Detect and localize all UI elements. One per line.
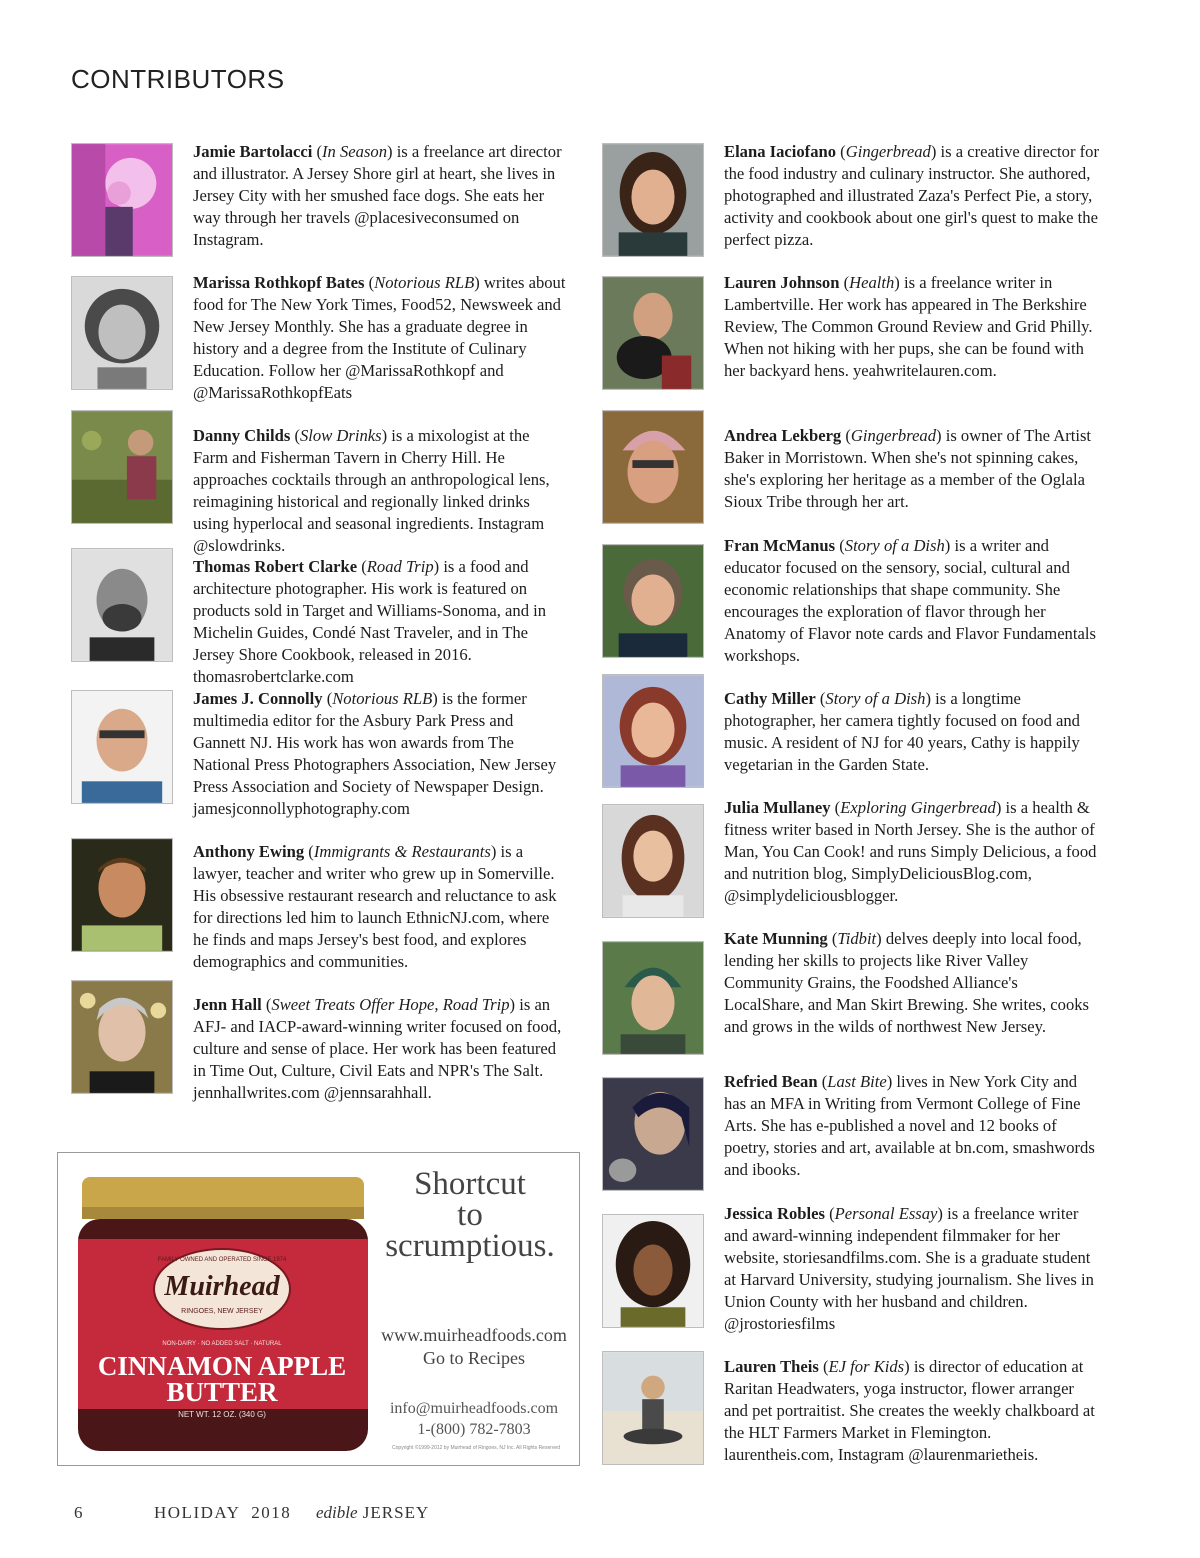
contributor-bio: is a health & fitness writer based in North Jersey. She is the author of Man, You Can Cook! and runs Simply Delicious, a food and nutrition blog, SimplyDeliciousBlog.com, @simplydeliciousblogger. xyxy=(724,798,1097,905)
ad-recipes-link[interactable]: Go to Recipes xyxy=(423,1348,525,1368)
contributor-name: Fran McManus xyxy=(724,536,836,555)
bio-lauren-johnson: Lauren Johnson (Health) is a freelance writer in Lambertville. Her work has appeared in The Berkshire Review, The Common Ground Review and Grid Philly. When not hiking with her pups, she can be found with her backyard hens. yeahwritelauren.com. xyxy=(724,273,1093,380)
photo-anthony-ewing xyxy=(71,838,173,952)
photo-jessica-robles xyxy=(602,1214,704,1328)
bio-andrea-lekberg: Andrea Lekberg (Gingerbread) is owner of The Artist Baker in Morristown. When she's not spinning cakes, she's exploring her heritage as a member of the Oglala Sioux Tribe through her art. xyxy=(724,426,1092,511)
photo-lauren-theis xyxy=(602,1351,704,1465)
contributor-section: Tidbit xyxy=(837,929,877,948)
contributor-bio: is a freelance art director and illustrator. A Jersey Shore girl at heart, she lives in Jersey City with her smushed face dogs. She eats her way through her travels @placesiveconsumed on Instagram. xyxy=(193,142,562,249)
contributor-bio: is an AFJ- and IACP-award-winning writer focused on food, culture and sense of place. Her work has been featured in Time Out, Culture, Civil Eats and NPR's The Salt. jennhallwrites.com @jennsarahhall. xyxy=(193,995,562,1102)
photo-elana-iaciofano xyxy=(602,143,704,257)
contributor-name: Jessica Robles xyxy=(724,1204,825,1223)
net-weight: NET WT. 12 OZ. (340 G) xyxy=(178,1410,266,1419)
photo-refried-bean xyxy=(602,1077,704,1191)
photo-julia-mullaney xyxy=(602,804,704,918)
bio-jamie-bartolacci: Jamie Bartolacci (In Season) is a freelance art director and illustrator. A Jersey Shore girl at heart, she lives in Jersey City with her smushed face dogs. She eats her way through her travels @placesiveconsumed on Instagram. xyxy=(193,142,562,249)
photo-marissa-rothkopf-bates xyxy=(71,276,173,390)
muirhead-advertisement[interactable] xyxy=(57,1152,580,1466)
bio-fran-mcmanus: Fran McManus (Story of a Dish) is a writer and educator focused on the sensory, social, cultural and economic relationships that shape community. She encourages the exploration of flavor through her Anatomy of Flavor note cards and Flavor Fundamentals workshops. xyxy=(724,536,1096,665)
bio-lauren-theis: Lauren Theis (EJ for Kids) is director of education at Raritan Headwaters, yoga instructor, flower arranger and pet portraitist. She creates the weekly chalkboard at the HLT Farmers Market in Flemington. laurentheis.com, Instagram @laurenmarietheis. xyxy=(724,1357,1095,1464)
bio-jessica-robles: Jessica Robles (Personal Essay) is a freelance writer and award-winning independent filmmaker for her website, storiesandfilms.com. She is a graduate student at Harvard University, studying journalism. She lives in Union County with her husband and children. @jrostoriesfilms xyxy=(724,1204,1094,1333)
contributor-name: Lauren Johnson xyxy=(724,273,840,292)
contributor-bio: is a lawyer, teacher and writer who grew up in Somerville. His obsessive restaurant research and reluctance to ask for directions led him to launch EthnicNJ.com, where he finds and maps Jersey's best food, and explores demographics and communities. xyxy=(193,842,557,971)
bio-thomas-robert-clarke: Thomas Robert Clarke (Road Trip) is a food and architecture photographer. His work is featured on products sold in Target and Williams-Sonoma, and in Michelin Guides, Condé Nast Traveler, and in The Jersey Shore Cookbook, released in 2016. thomasrobertclarke.com xyxy=(193,557,547,686)
bio-jenn-hall: Jenn Hall (Sweet Treats Offer Hope, Road Trip) is an AFJ- and IACP-award-winning writer focused on food, culture and sense of place. Her work has been featured in Time Out, Culture, Civil Eats and NPR's The Salt. jennhallwrites.com @jennsarahhall. xyxy=(193,995,562,1102)
contributor-name: James J. Connolly xyxy=(193,689,323,708)
contributor-name: Cathy Miller xyxy=(724,689,816,708)
contributor-name: Anthony Ewing xyxy=(193,842,305,861)
contributor-bio: is a freelance writer and award-winning independent filmmaker for her website, storiesandfilms.com. She is a graduate student at Harvard University, studying journalism. She lives in Union County with her husband and children. @jrostoriesfilms xyxy=(724,1204,1094,1333)
contributor-bio: is a writer and educator focused on the sensory, social, cultural and economic relationships that shape community. She encourages the exploration of flavor through her Anatomy of Flavor note cards and Flavor Fundamentals workshops. xyxy=(724,536,1096,665)
page-title: CONTRIBUTORS xyxy=(71,64,285,94)
magazine-name xyxy=(316,1503,429,1523)
contributor-section: Gingerbread xyxy=(850,426,937,445)
contributor-bio: is owner of The Artist Baker in Morristown. When she's not spinning cakes, she's exploring her heritage as a member of the Oglala Sioux Tribe through her art. xyxy=(724,426,1092,511)
photo-kate-munning xyxy=(602,941,704,1055)
ad-website-link[interactable]: www.muirheadfoods.com xyxy=(381,1325,567,1345)
contributor-bio: is a longtime photographer, her camera tightly focused on food and music. A resident of NJ for 40 years, Cathy is happily vegetarian in the Garden State. xyxy=(724,689,1080,774)
contributor-section: Last Bite xyxy=(827,1072,887,1091)
bio-anthony-ewing: Anthony Ewing (Immigrants & Restaurants) is a lawyer, teacher and writer who grew up in Somerville. His obsessive restaurant research and reluctance to ask for directions led him to launch EthnicNJ.com, where he finds and maps Jersey's best food, and explores demographics and communities. xyxy=(193,842,557,971)
photo-danny-childs xyxy=(71,410,173,524)
bio-kate-munning: Kate Munning (Tidbit) delves deeply into local food, lending her skills to projects like River Valley Community Grains, the Foodshed Alliance's LocalShare, and Man Skirt Brewing. She writes, cooks and grows in the wilds of northwest New Jersey. xyxy=(724,929,1089,1036)
photo-jenn-hall xyxy=(71,980,173,1094)
contributor-bio: is director of education at Raritan Headwaters, yoga instructor, flower arranger and pet portraitist. She creates the weekly chalkboard at the HLT Farmers Market in Flemington. laurentheis.com, Instagram @laurenmarietheis. xyxy=(724,1357,1095,1464)
photo-thomas-robert-clarke xyxy=(71,548,173,662)
brand-location: RINGOES, NEW JERSEY xyxy=(181,1308,263,1315)
contributor-name: Marissa Rothkopf Bates xyxy=(193,273,365,292)
contributor-name: Kate Munning xyxy=(724,929,828,948)
bio-danny-childs: Danny Childs (Slow Drinks) is a mixologist at the Farm and Fisherman Tavern in Cherry Hill. He approaches cocktails through an anthropological lens, reimagining historical and regionally linked drinks using hyperlocal and seasonal ingredients. Instagram @slowdrinks. xyxy=(193,426,550,555)
photo-cathy-miller xyxy=(602,674,704,788)
contributor-section: Road Trip xyxy=(366,557,434,576)
brand-arc-text: FAMILY OWNED AND OPERATED SINCE 1974 xyxy=(157,1257,287,1263)
ad-copyright: Copyright ©1999-2012 by Muirhead of Ringoes, NJ Inc. All Rights Reserved xyxy=(392,1445,560,1451)
contributor-section: Story of a Dish xyxy=(844,536,945,555)
ad-email-link[interactable]: info@muirheadfoods.com xyxy=(389,1400,559,1417)
issue-label: HOLIDAY 2018 xyxy=(154,1503,292,1522)
contributor-bio: writes about food for The New York Times, Food52, Newsweek and New Jersey Monthly. She has a graduate degree in history and a degree from the Institute of Culinary Education. Follow her @MarissaRothkopf and @MarissaRothkopfEats xyxy=(193,273,566,402)
contributor-section: Health xyxy=(849,273,895,292)
jam-jar-image xyxy=(74,1165,370,1457)
contributor-section: Notorious RLB xyxy=(332,689,433,708)
contributor-section: Exploring Gingerbread xyxy=(840,798,996,817)
contributor-name: Lauren Theis xyxy=(724,1357,819,1376)
ad-slogan: Shortcut to scrumptious. xyxy=(385,1166,555,1264)
bio-elana-iaciofano: Elana Iaciofano (Gingerbread) is a creative director for the food industry and culinary instructor. She authored, photographed and illustrated Zaza's Perfect Pie, a story, activity and cookbook about one girl's quest to make the perfect pizza. xyxy=(724,142,1099,249)
contributor-name: Refried Bean xyxy=(724,1072,818,1091)
contributor-section: Gingerbread xyxy=(845,142,931,161)
page-number: 6 xyxy=(74,1503,83,1522)
contributor-bio: is a freelance writer in Lambertville. Her work has appeared in The Berkshire Review, The Common Ground Review and Grid Philly. When not hiking with her pups, she can be found with her backyard hens. yeahwritelauren.com. xyxy=(724,273,1093,380)
bio-refried-bean: Refried Bean (Last Bite) lives in New York City and has an MFA in Writing from Vermont College of Fine Arts. She has e-published a novel and 12 books of poetry, stories and art, available at bn.com, smashwords and ibooks. xyxy=(724,1072,1095,1179)
contributor-bio: delves deeply into local food, lending her skills to projects like River Valley Community Grains, the Foodshed Alliance's LocalShare, and Man Skirt Brewing. She writes, cooks and grows in the wilds of northwest New Jersey. xyxy=(724,929,1089,1036)
contributor-name: Elana Iaciofano xyxy=(724,142,837,161)
contributor-bio: is a creative director for the food industry and culinary instructor. She authored, photographed and illustrated Zaza's Perfect Pie, a story, activity and cookbook about one girl's quest to make the perfect pizza. xyxy=(724,142,1099,249)
bio-cathy-miller: Cathy Miller (Story of a Dish) is a longtime photographer, her camera tightly focused on food and music. A resident of NJ for 40 years, Cathy is happily vegetarian in the Garden State. xyxy=(724,689,1080,774)
photo-fran-mcmanus xyxy=(602,544,704,658)
bio-marissa-rothkopf-bates: Marissa Rothkopf Bates (Notorious RLB) writes about food for The New York Times, Food52, Newsweek and New Jersey Monthly. She has a graduate degree in history and a degree from the Institute of Culinary Education. Follow her @MarissaRothkopf and @MarissaRothkopfEats xyxy=(193,273,566,402)
photo-lauren-johnson xyxy=(602,276,704,390)
product-tagline: NON-DAIRY · NO ADDED SALT · NATURAL xyxy=(162,1341,282,1347)
brand-name: Muirhead xyxy=(164,1271,280,1302)
contributor-bio: is a mixologist at the Farm and Fisherman Tavern in Cherry Hill. He approaches cocktails through an anthropological lens, reimagining historical and regionally linked drinks using hyperlocal and seasonal ingredients. Instagram @slowdrinks. xyxy=(193,426,550,555)
contributor-bio: lives in New York City and has an MFA in Writing from Vermont College of Fine Arts. She has e-published a novel and 12 books of poetry, stories and art, available at bn.com, smashwords and ibooks. xyxy=(724,1072,1095,1179)
contributor-section: Immigrants & Restaurants xyxy=(313,842,491,861)
magazine-prefix: edible xyxy=(316,1503,358,1522)
photo-james-j-connolly xyxy=(71,690,173,804)
contributor-bio: is a food and architecture photographer. His work is featured on products sold in Target and Williams-Sonoma, and in Michelin Guides, Condé Nast Traveler, and in The Jersey Shore Cookbook, released in 2016. thomasrobertclarke.com xyxy=(193,557,547,686)
product-line-1: CINNAMON APPLE xyxy=(97,1351,347,1381)
contributor-section: Personal Essay xyxy=(834,1204,938,1223)
contributor-section: In Season xyxy=(322,142,388,161)
contributor-name: Julia Mullaney xyxy=(724,798,831,817)
bio-julia-mullaney: Julia Mullaney (Exploring Gingerbread) is a health & fitness writer based in North Jersey. She is the author of Man, You Can Cook! and runs Simply Delicious, a food and nutrition blog, SimplyDeliciousBlog.com, @simplydeliciousblogger. xyxy=(724,798,1097,905)
contributor-name: Thomas Robert Clarke xyxy=(193,557,358,576)
contributor-section: Sweet Treats Offer Hope, Road Trip xyxy=(271,995,510,1014)
photo-jamie-bartolacci xyxy=(71,143,173,257)
contributor-bio: is the former multimedia editor for the Asbury Park Press and Gannett NJ. His work has won awards from The National Press Photographers Association, New Jersey Press Association and Society of Newspaper Design. jamesjconnollyphotography.com xyxy=(193,689,557,818)
photo-andrea-lekberg xyxy=(602,410,704,524)
contributor-section: Slow Drinks xyxy=(300,426,382,445)
magazine-suffix: JERSEY xyxy=(357,1503,430,1522)
contributor-name: Danny Childs xyxy=(193,426,291,445)
contributor-name: Jenn Hall xyxy=(193,995,262,1014)
product-line-2: BUTTER xyxy=(166,1377,278,1407)
bio-james-j-connolly: James J. Connolly (Notorious RLB) is the former multimedia editor for the Asbury Park Press and Gannett NJ. His work has won awards from The National Press Photographers Association, New Jersey Press Association and Society of Newspaper Design. jamesjconnollyphotography.com xyxy=(193,689,557,818)
contributor-section: Notorious RLB xyxy=(374,273,475,292)
ad-phone: 1-(800) 782-7803 xyxy=(417,1421,531,1438)
contributor-section: EJ for Kids xyxy=(828,1357,905,1376)
contributor-section: Story of a Dish xyxy=(825,689,926,708)
contributor-name: Jamie Bartolacci xyxy=(193,142,313,161)
contributor-name: Andrea Lekberg xyxy=(724,426,842,445)
